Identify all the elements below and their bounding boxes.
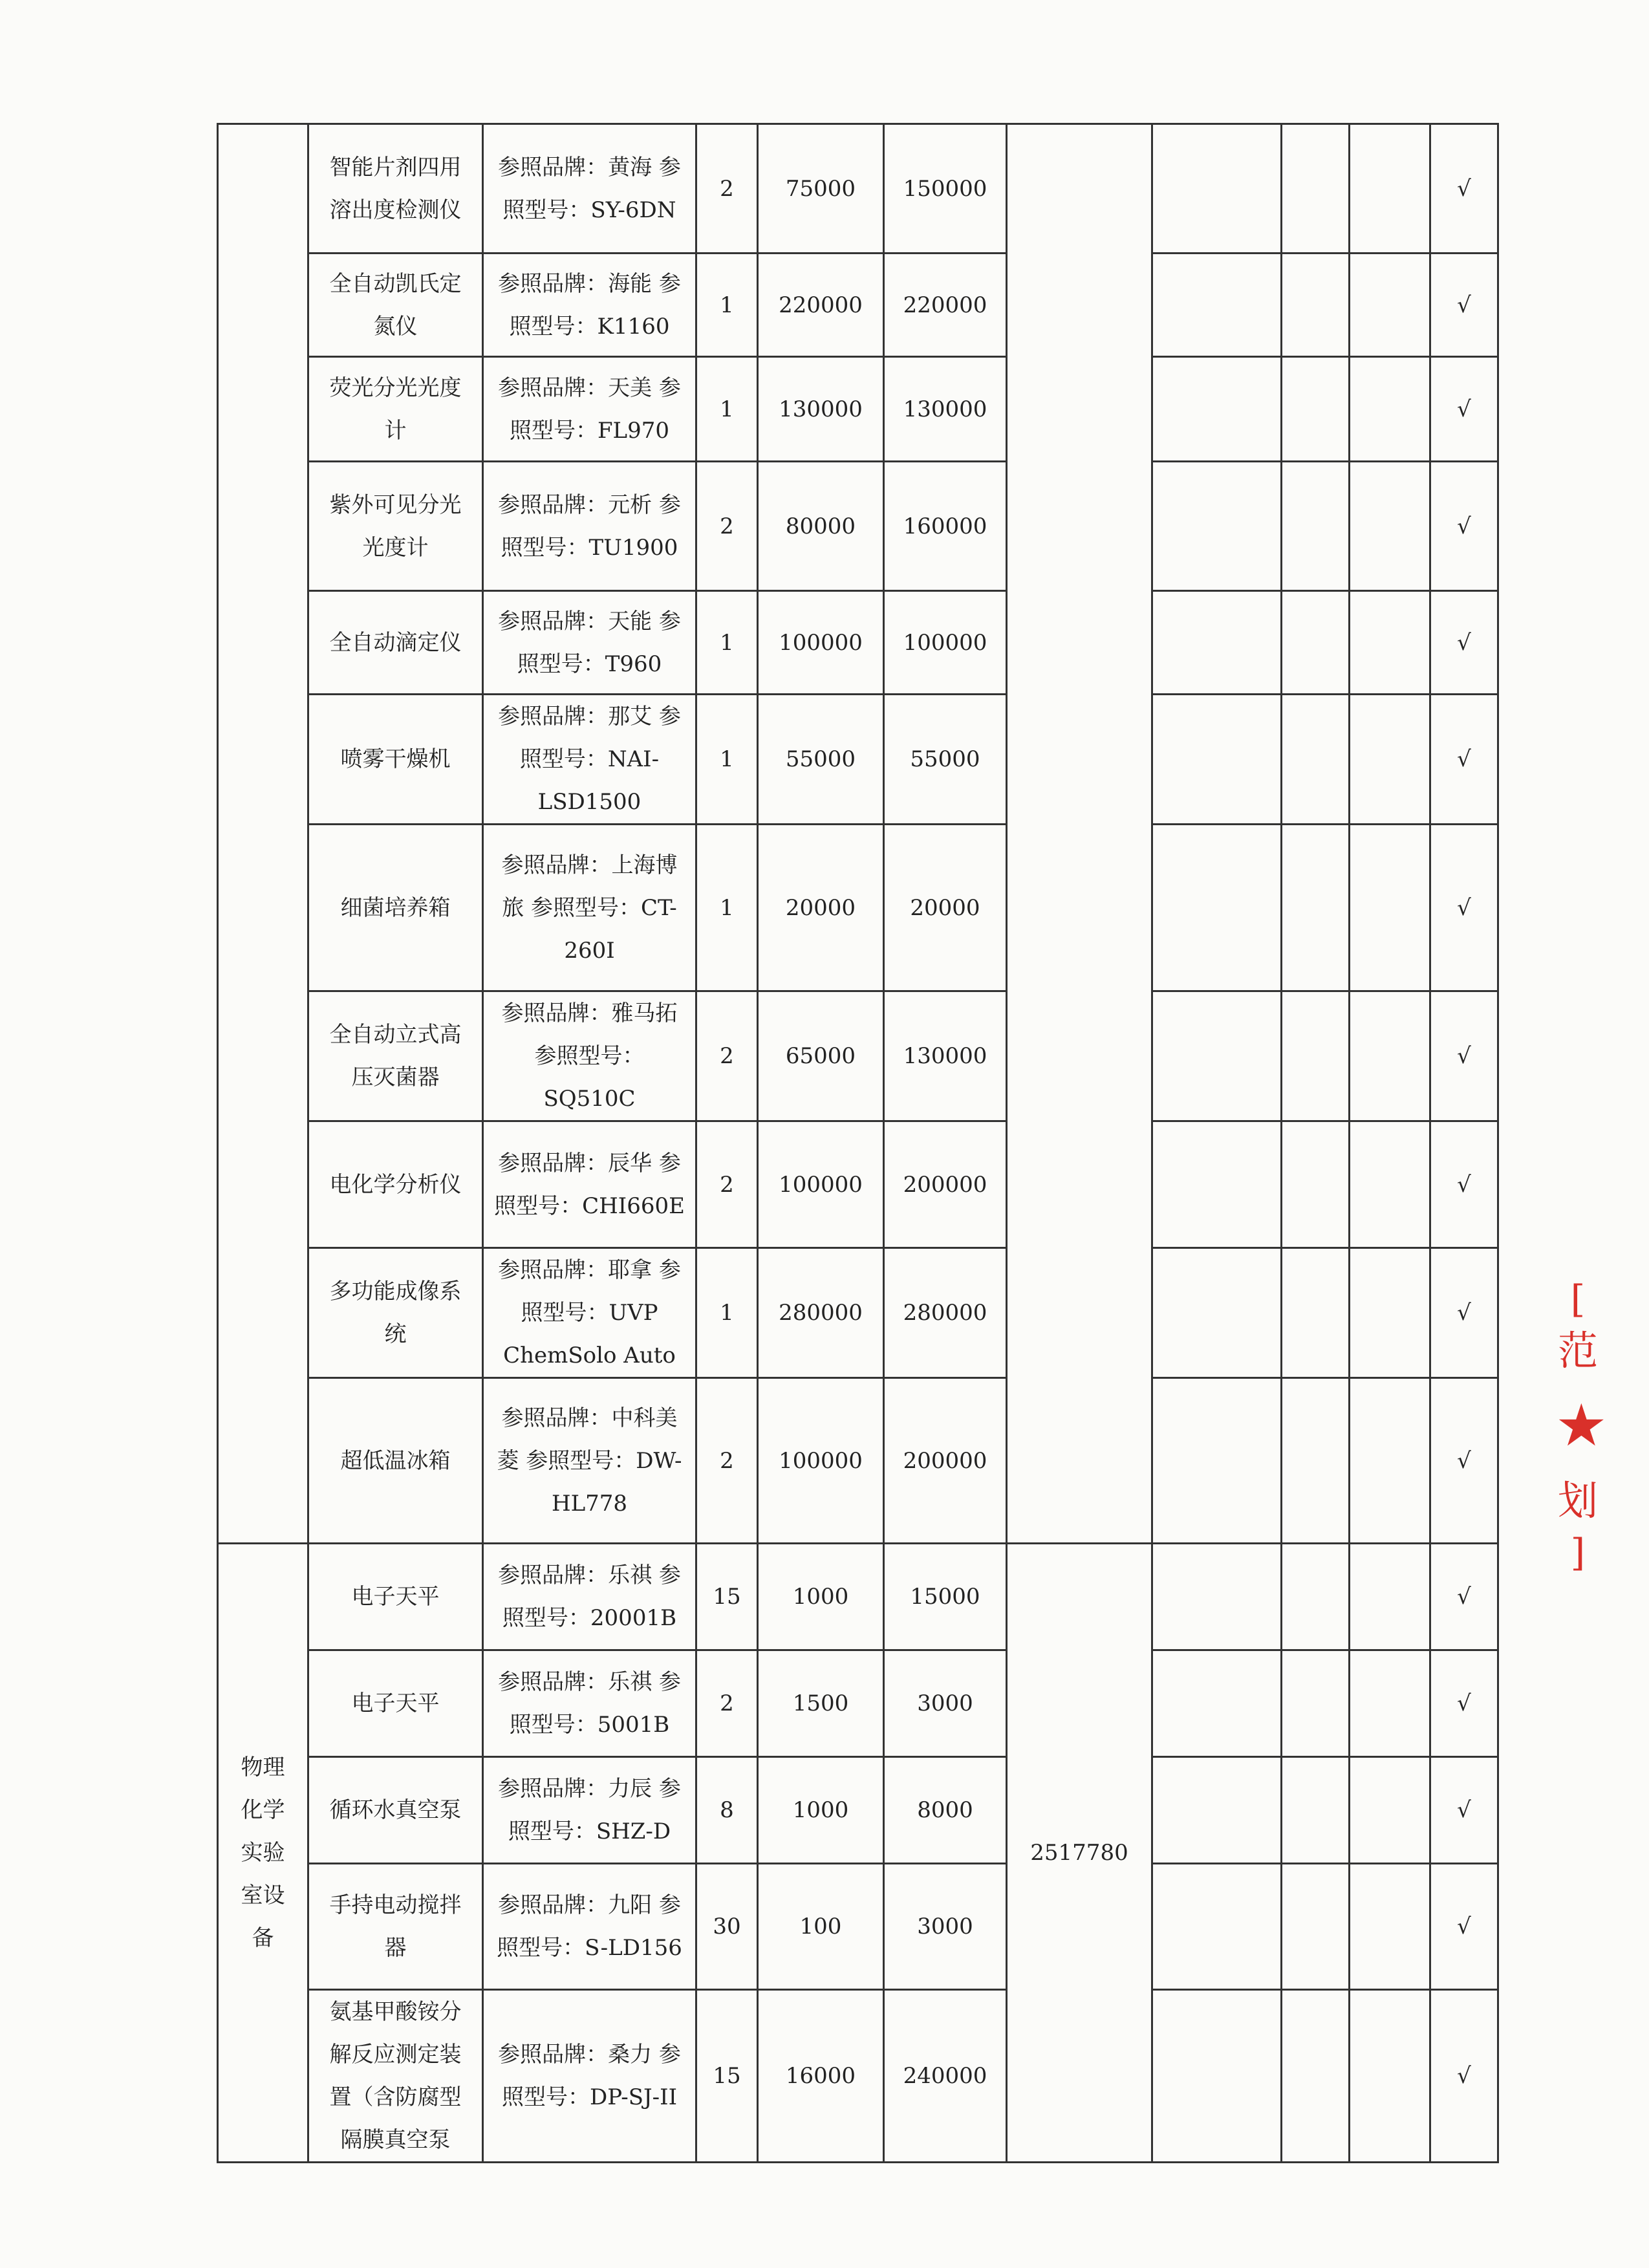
total-price-cell: 8000 (884, 1757, 1007, 1864)
equipment-name: 超低温冰箱 (340, 1447, 451, 1474)
total-price-cell: 150000 (884, 124, 1007, 254)
equipment-name-cell (308, 695, 483, 825)
check-mark-cell: √ (1430, 825, 1498, 991)
check-mark-cell: √ (1430, 124, 1498, 254)
blank-cell (1350, 462, 1430, 591)
equipment-name: 氨基甲酸铵分解反应测定装置（含防腐型隔膜真空泵 (329, 1999, 462, 2153)
reference-brand-cell (483, 1544, 696, 1650)
blank-cell (1350, 1121, 1430, 1248)
blank-cell (1350, 1990, 1430, 2163)
blank-cell (1282, 462, 1350, 591)
reference-brand-cell (483, 1378, 696, 1544)
total-price-cell: 3000 (884, 1650, 1007, 1757)
equipment-name: 电子天平 (351, 1584, 440, 1610)
quantity-cell: 30 (696, 1864, 758, 1990)
blank-cell (1350, 1544, 1430, 1650)
equipment-name-cell (308, 1650, 483, 1757)
blank-cell (1152, 1248, 1282, 1378)
quantity-cell: 1 (696, 695, 758, 825)
check-mark-cell: √ (1430, 1990, 1498, 2163)
table-row (218, 1378, 1498, 1544)
blank-cell (1152, 591, 1282, 695)
total-price-cell: 200000 (884, 1378, 1007, 1544)
quantity-cell: 15 (696, 1990, 758, 2163)
blank-cell (1282, 1248, 1350, 1378)
blank-cell (1152, 695, 1282, 825)
seal-char-bottom: 划 (1557, 1477, 1598, 1524)
blank-cell (1350, 695, 1430, 825)
reference-brand-cell (483, 124, 696, 254)
blank-cell (1350, 1650, 1430, 1757)
table-row (218, 254, 1498, 357)
check-mark-cell: √ (1430, 1757, 1498, 1864)
equipment-name-cell (308, 1757, 483, 1864)
blank-cell (1152, 1544, 1282, 1650)
equipment-name: 全自动滴定仪 (329, 629, 462, 656)
table-row (218, 357, 1498, 462)
equipment-name: 多功能成像系统 (329, 1279, 462, 1347)
equipment-name: 循环水真空泵 (329, 1797, 462, 1823)
check-mark-cell: √ (1430, 1248, 1498, 1378)
equipment-table (217, 123, 1499, 2163)
quantity-cell: 2 (696, 1121, 758, 1248)
reference-brand-model: 参照品牌：黄海 参照型号：SY-6DN (498, 154, 681, 223)
table-row (218, 695, 1498, 825)
total-price-cell: 200000 (884, 1121, 1007, 1248)
blank-cell (1282, 1864, 1350, 1990)
total-price-cell: 130000 (884, 991, 1007, 1121)
equipment-name-cell (308, 254, 483, 357)
reference-brand-model: 参照品牌：元析 参照型号：TU1900 (498, 491, 681, 561)
unit-price-cell: 16000 (758, 1990, 884, 2163)
reference-brand-cell (483, 695, 696, 825)
total-price-cell: 160000 (884, 462, 1007, 591)
reference-brand-cell (483, 1990, 696, 2163)
equipment-name: 荧光分光光度计 (329, 374, 462, 444)
reference-brand-model: 参照品牌：耶拿 参照型号：UVP ChemSolo Auto (498, 1257, 681, 1368)
blank-cell (1282, 1544, 1350, 1650)
total-price-cell: 220000 (884, 254, 1007, 357)
category-label: 物理化学实验室设备 (241, 1755, 285, 1951)
table-row (218, 591, 1498, 695)
blank-cell (1152, 124, 1282, 254)
reference-brand-model: 参照品牌：乐祺 参照型号：5001B (498, 1669, 681, 1738)
check-mark-cell: √ (1430, 1544, 1498, 1650)
reference-brand-cell (483, 254, 696, 357)
reference-brand-model: 参照品牌：九阳 参照型号：S-LD156 (497, 1892, 682, 1961)
equipment-name-cell (308, 357, 483, 462)
reference-brand-model: 参照品牌：辰华 参照型号：CHI660E (494, 1150, 685, 1219)
reference-brand-cell (483, 1650, 696, 1757)
unit-price-cell: 100000 (758, 591, 884, 695)
table-row (218, 1864, 1498, 1990)
subtotal-cell: 2517780 (1007, 1544, 1152, 2163)
reference-brand-cell (483, 591, 696, 695)
total-price-cell: 240000 (884, 1990, 1007, 2163)
blank-cell (1152, 825, 1282, 991)
blank-cell (1350, 1378, 1430, 1544)
quantity-cell: 2 (696, 991, 758, 1121)
equipment-name: 喷雾干燥机 (340, 746, 451, 772)
check-mark-cell: √ (1430, 1650, 1498, 1757)
total-price-cell: 280000 (884, 1248, 1007, 1378)
reference-brand-model: 参照品牌：上海博旅 参照型号：CT-260I (501, 852, 678, 964)
blank-cell (1152, 357, 1282, 462)
blank-cell (1282, 357, 1350, 462)
check-mark-cell: √ (1430, 462, 1498, 591)
reference-brand-model: 参照品牌：海能 参照型号：K1160 (498, 270, 681, 340)
quantity-cell: 15 (696, 1544, 758, 1650)
quantity-cell: 2 (696, 462, 758, 591)
reference-brand-model: 参照品牌：中科美菱 参照型号：DW-HL778 (497, 1405, 682, 1517)
table-row (218, 1248, 1498, 1378)
table-row (218, 825, 1498, 991)
reference-brand-model: 参照品牌：那艾 参照型号：NAI-LSD1500 (498, 704, 681, 815)
unit-price-cell: 130000 (758, 357, 884, 462)
unit-price-cell: 1000 (758, 1544, 884, 1650)
total-price-cell: 130000 (884, 357, 1007, 462)
quantity-cell: 1 (696, 1248, 758, 1378)
category-cell (218, 124, 308, 1544)
quantity-cell: 1 (696, 591, 758, 695)
quantity-cell: 2 (696, 124, 758, 254)
check-mark-cell: √ (1430, 1378, 1498, 1544)
check-mark-cell: √ (1430, 1864, 1498, 1990)
unit-price-cell: 75000 (758, 124, 884, 254)
blank-cell (1350, 1248, 1430, 1378)
blank-cell (1152, 1757, 1282, 1864)
table-row (218, 1121, 1498, 1248)
seal-bracket-close: ] (1570, 1531, 1586, 1575)
unit-price-cell: 220000 (758, 254, 884, 357)
total-price-cell: 100000 (884, 591, 1007, 695)
equipment-name-cell (308, 1378, 483, 1544)
blank-cell (1350, 1757, 1430, 1864)
blank-cell (1282, 1121, 1350, 1248)
seal-char-top: 范 (1557, 1327, 1598, 1374)
subtotal-cell (1007, 124, 1152, 1544)
blank-cell (1350, 825, 1430, 991)
total-price-cell: 20000 (884, 825, 1007, 991)
table-row (218, 1544, 1498, 1650)
reference-brand-model: 参照品牌：力辰 参照型号：SHZ-D (498, 1776, 681, 1844)
equipment-name: 智能片剂四用溶出度检测仪 (329, 154, 462, 223)
total-price-cell: 15000 (884, 1544, 1007, 1650)
equipment-name-cell (308, 825, 483, 991)
reference-brand-model: 参照品牌：天能 参照型号：T960 (498, 608, 681, 677)
check-mark-cell: √ (1430, 695, 1498, 825)
equipment-name: 全自动立式高压灭菌器 (329, 1022, 462, 1090)
blank-cell (1152, 991, 1282, 1121)
table-row (218, 991, 1498, 1121)
equipment-name: 紫外可见分光光度计 (329, 491, 462, 561)
reference-brand-cell (483, 1864, 696, 1990)
reference-brand-model: 参照品牌：天美 参照型号：FL970 (498, 374, 681, 444)
check-mark-cell: √ (1430, 991, 1498, 1121)
blank-cell (1282, 591, 1350, 695)
unit-price-cell: 1500 (758, 1650, 884, 1757)
reference-brand-cell (483, 357, 696, 462)
blank-cell (1282, 1757, 1350, 1864)
blank-cell (1152, 254, 1282, 357)
blank-cell (1152, 1121, 1282, 1248)
quantity-cell: 1 (696, 357, 758, 462)
reference-brand-model: 参照品牌：乐祺 参照型号：20001B (498, 1562, 681, 1631)
blank-cell (1152, 462, 1282, 591)
equipment-name-cell (308, 1248, 483, 1378)
seal-star-icon: ★ (1555, 1392, 1608, 1460)
reference-brand-model: 参照品牌：桑力 参照型号：DP-SJ-II (498, 2042, 681, 2110)
reference-brand-cell (483, 991, 696, 1121)
blank-cell (1282, 991, 1350, 1121)
table-row (218, 462, 1498, 591)
unit-price-cell: 280000 (758, 1248, 884, 1378)
reference-brand-cell (483, 1121, 696, 1248)
blank-cell (1282, 1378, 1350, 1544)
blank-cell (1282, 695, 1350, 825)
reference-brand-cell (483, 825, 696, 991)
blank-cell (1350, 991, 1430, 1121)
unit-price-cell: 100000 (758, 1378, 884, 1544)
quantity-cell: 2 (696, 1378, 758, 1544)
equipment-name-cell (308, 124, 483, 254)
blank-cell (1152, 1650, 1282, 1757)
unit-price-cell: 65000 (758, 991, 884, 1121)
unit-price-cell: 80000 (758, 462, 884, 591)
equipment-name-cell (308, 1864, 483, 1990)
reference-brand-cell (483, 1248, 696, 1378)
seal-bracket-open: [ (1570, 1277, 1586, 1321)
reference-brand-model: 参照品牌：雅马拓 参照型号：SQ510C (501, 1000, 678, 1112)
quantity-cell: 8 (696, 1757, 758, 1864)
total-price-cell: 3000 (884, 1864, 1007, 1990)
check-mark-cell: √ (1430, 1121, 1498, 1248)
equipment-name: 电子天平 (351, 1690, 440, 1716)
equipment-name-cell (308, 1121, 483, 1248)
unit-price-cell: 1000 (758, 1757, 884, 1864)
total-price-cell: 55000 (884, 695, 1007, 825)
blank-cell (1282, 1990, 1350, 2163)
equipment-name-cell (308, 1544, 483, 1650)
check-mark-cell: √ (1430, 591, 1498, 695)
check-mark-cell: √ (1430, 357, 1498, 462)
unit-price-cell: 20000 (758, 825, 884, 991)
blank-cell (1282, 254, 1350, 357)
blank-cell (1152, 1864, 1282, 1990)
quantity-cell: 1 (696, 254, 758, 357)
quantity-cell: 2 (696, 1650, 758, 1757)
equipment-name: 电化学分析仪 (329, 1171, 462, 1198)
blank-cell (1350, 591, 1430, 695)
unit-price-cell: 55000 (758, 695, 884, 825)
equipment-name: 全自动凯氏定氮仪 (329, 270, 462, 340)
table-row (218, 1757, 1498, 1864)
blank-cell (1282, 825, 1350, 991)
equipment-name-cell (308, 1990, 483, 2163)
blank-cell (1152, 1990, 1282, 2163)
quantity-cell: 1 (696, 825, 758, 991)
unit-price-cell: 100 (758, 1864, 884, 1990)
equipment-name: 手持电动搅拌器 (329, 1892, 462, 1961)
blank-cell (1350, 1864, 1430, 1990)
category-cell (218, 1544, 308, 2163)
equipment-name: 细菌培养箱 (340, 894, 451, 921)
check-mark-cell: √ (1430, 254, 1498, 357)
table-row (218, 124, 1498, 254)
table-row (218, 1990, 1498, 2163)
blank-cell (1350, 124, 1430, 254)
equipment-name-cell (308, 462, 483, 591)
blank-cell (1152, 1378, 1282, 1544)
blank-cell (1282, 1650, 1350, 1757)
table-row (218, 1650, 1498, 1757)
equipment-name-cell (308, 591, 483, 695)
blank-cell (1350, 254, 1430, 357)
blank-cell (1282, 124, 1350, 254)
reference-brand-cell (483, 1757, 696, 1864)
red-seal-stamp (1555, 1277, 1608, 1584)
unit-price-cell: 100000 (758, 1121, 884, 1248)
equipment-name-cell (308, 991, 483, 1121)
blank-cell (1350, 357, 1430, 462)
reference-brand-cell (483, 462, 696, 591)
